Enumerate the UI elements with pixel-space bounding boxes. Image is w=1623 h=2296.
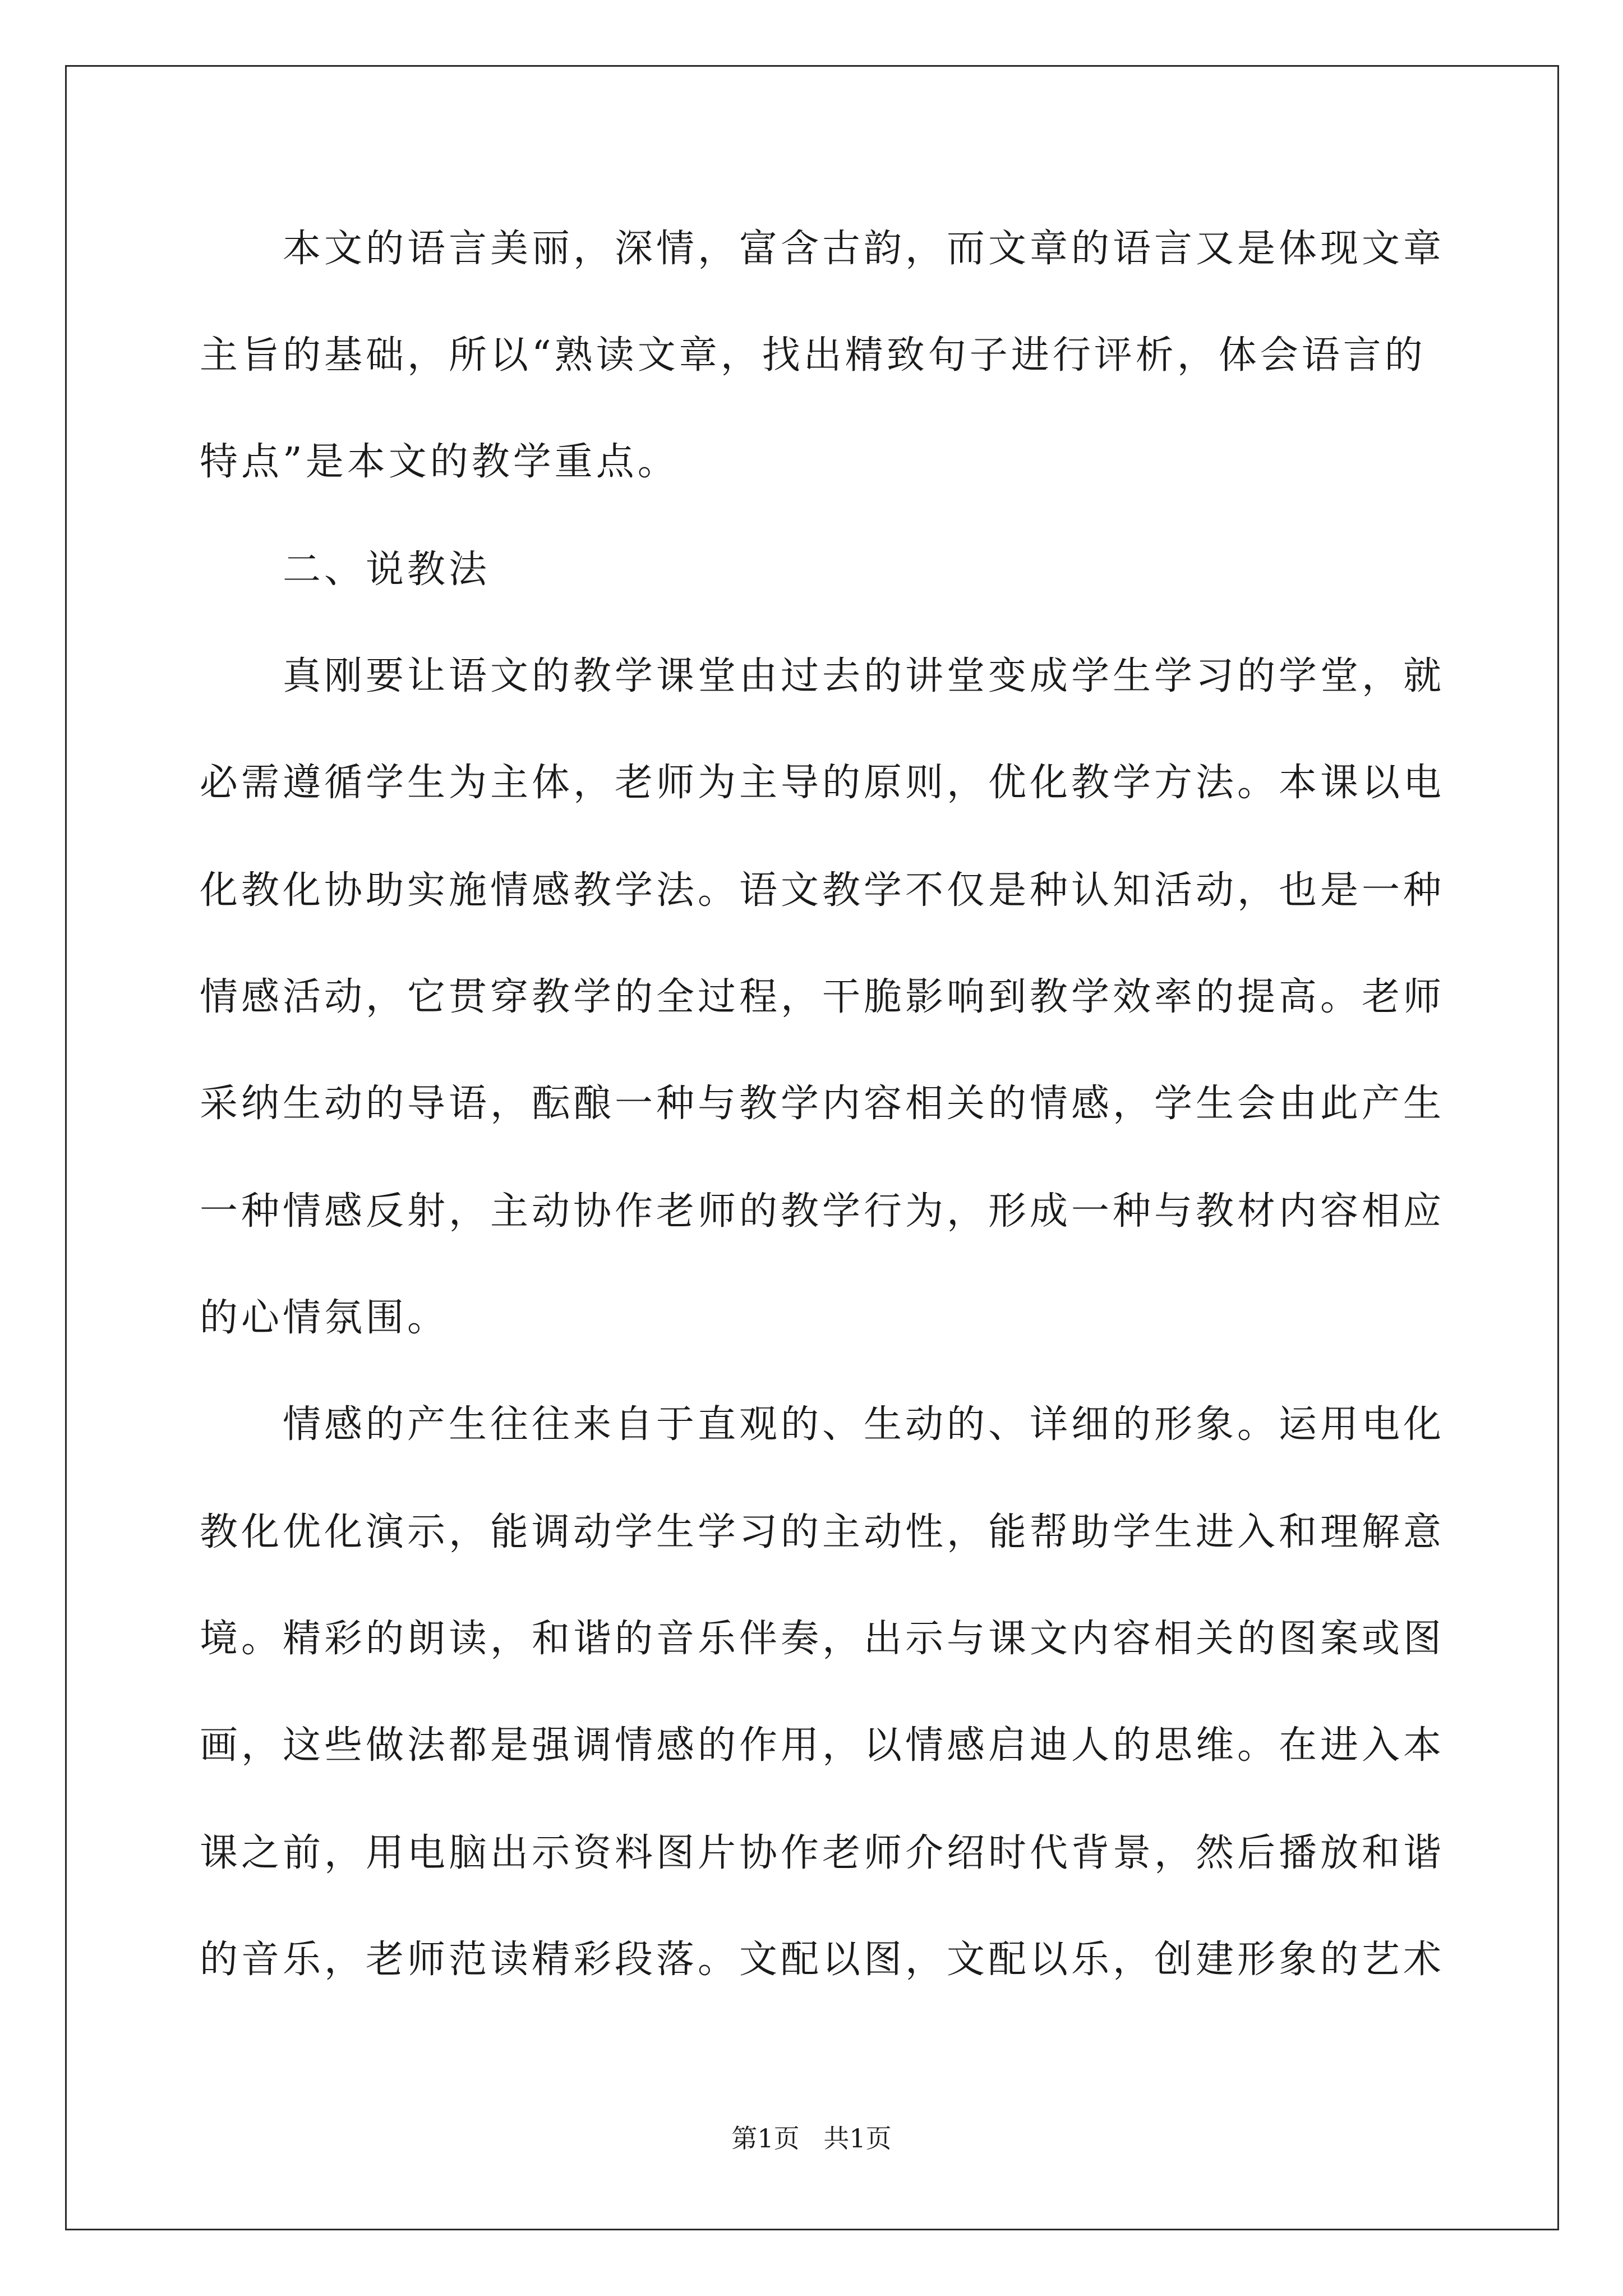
text-line: 本文的语言美丽，深情，富含古韵，而文章的语言又是体现文章	[283, 227, 1445, 271]
text-line: 画，这些做法都是强调情感的作用，以情感启迪人的思维。在进入本	[200, 1723, 1445, 1768]
page-border	[65, 65, 1559, 2230]
text-line: 情感的产生往往来自于直观的、生动的、详细的形象。运用电化	[283, 1402, 1445, 1447]
text-line: 主旨的基础，所以“熟读文章，找出精致句子进行评析，体会语言的	[200, 333, 1426, 378]
text-line: 情感活动，它贯穿教学的全过程，干脆影响到教学效率的提高。老师	[200, 975, 1445, 1019]
section-heading: 二、说教法	[283, 547, 491, 592]
text-line: 采纳生动的导语，酝酿一种与教学内容相关的情感，学生会由此产生	[200, 1082, 1445, 1126]
text-line: 课之前，用电脑出示资料图片协作老师介绍时代背景，然后播放和谐	[200, 1831, 1445, 1875]
text-line: 特点”是本文的教学重点。	[200, 440, 679, 484]
page-footer	[0, 2123, 1623, 2154]
page-number: 第1页	[731, 2123, 800, 2154]
text-line: 的音乐，老师范读精彩段落。文配以图，文配以乐，创建形象的艺术	[200, 1938, 1445, 1982]
text-line: 教化优化演示，能调动学生学习的主动性，能帮助学生进入和理解意	[200, 1510, 1445, 1554]
text-line: 化教化协助实施情感教学法。语文教学不仅是种认知活动，也是一种	[200, 868, 1445, 913]
text-line: 真刚要让语文的教学课堂由过去的讲堂变成学生学习的学堂，就	[283, 654, 1445, 698]
text-line: 的心情氛围。	[200, 1296, 449, 1340]
page-total: 共1页	[823, 2123, 892, 2154]
text-line: 一种情感反射，主动协作老师的教学行为，形成一种与教材内容相应	[200, 1189, 1445, 1234]
text-line: 必需遵循学生为主体，老师为主导的原则，优化教学方法。本课以电	[200, 761, 1445, 805]
text-line: 境。精彩的朗读，和谐的音乐伴奏，出示与课文内容相关的图案或图	[200, 1617, 1445, 1661]
